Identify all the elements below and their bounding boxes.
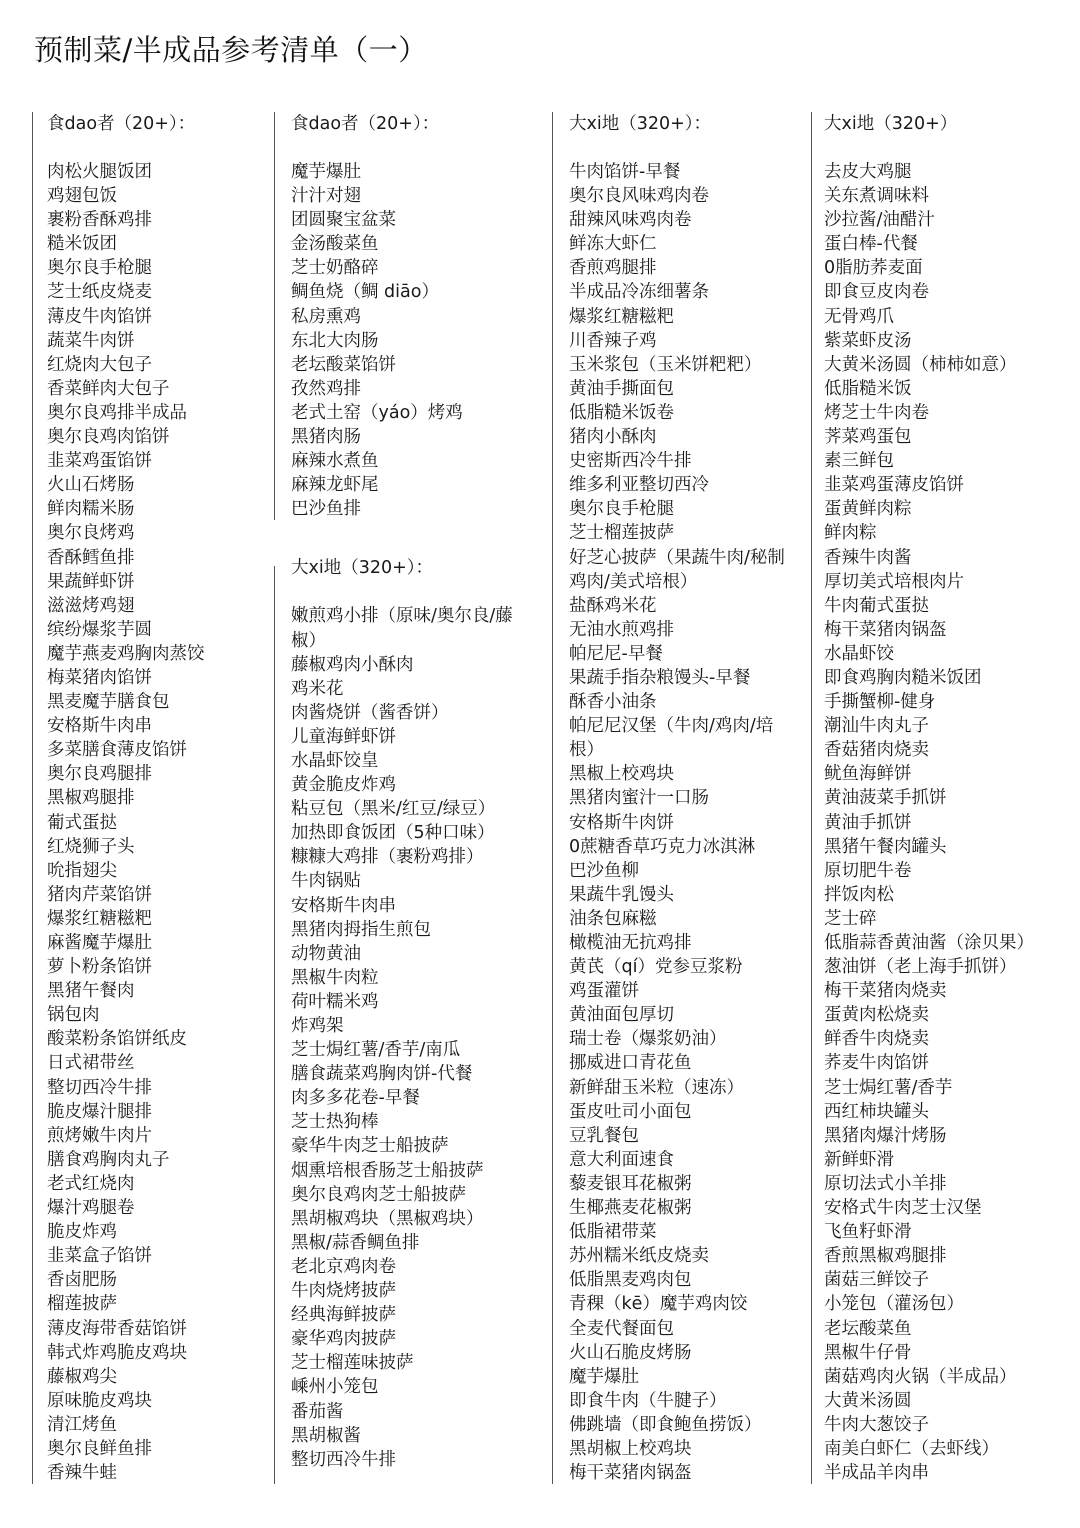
list-item: 水晶虾饺 (824, 643, 894, 664)
section-heading: 大xi地（320+）： (569, 114, 712, 134)
list-item: 盐酥鸡米花 (569, 595, 657, 616)
list-item: 拌饭肉松 (824, 884, 894, 905)
list-item: 芝士焗红薯/香芋/南瓜 (291, 1040, 461, 1061)
list-item: 锅包肉 (47, 1005, 100, 1026)
column-1 (47, 112, 285, 1485)
list-item: 魔芋燕麦鸡胸肉蒸饺 (47, 643, 205, 664)
list-item: 果蔬牛乳馒头 (569, 884, 674, 905)
list-item: 荷叶糯米鸡 (291, 991, 379, 1012)
section-heading: 食dao者（20+）： (291, 114, 440, 134)
list-item: 麻酱魔芋爆肚 (47, 933, 152, 953)
list-item: 韩式炸鸡脆皮鸡块 (47, 1342, 187, 1363)
list-item: 孜然鸡排 (291, 378, 361, 399)
list-item: 素三鲜包 (824, 451, 894, 472)
list-item: 加热即食饭团（5种口味） (291, 823, 495, 844)
list-item: 鲜冻大虾仁 (569, 234, 657, 255)
list-item: 老坛酸菜馅饼 (291, 354, 396, 375)
list-item: 低脂糙米饭卷 (569, 402, 674, 423)
list-item: 大黄米汤圆 (824, 1390, 912, 1411)
list-item: 原味脆皮鸡块 (47, 1390, 152, 1411)
list-item: 东北大肉肠 (291, 330, 379, 351)
list-item: 香菜鲜肉大包子 (47, 378, 170, 399)
list-item: 香煎鸡腿排 (569, 258, 657, 279)
list-item: 原切肥牛卷 (824, 860, 912, 881)
list-item: 藤椒鸡尖 (47, 1366, 117, 1387)
list-item: 榴莲披萨 (47, 1294, 117, 1315)
list-item: 动物黄油 (291, 943, 361, 964)
list-item: 黑椒牛仔骨 (824, 1342, 912, 1363)
list-item: 即食鸡胸肉糙米饭团 (824, 667, 982, 688)
list-item: 豪华牛肉芝士船披萨 (291, 1136, 449, 1157)
list-item: 即食豆皮肉卷 (824, 282, 929, 303)
list-item: 老式土窑（yáo）烤鸡 (291, 402, 463, 423)
list-item: 炸鸡架 (291, 1016, 344, 1036)
list-item: 糠糠大鸡排（裹粉鸡排） (291, 847, 484, 868)
column-4 (824, 112, 1064, 1485)
list-item: 巴沙鱼排 (291, 499, 361, 520)
list-item: 蛋黄鲜肉粽 (824, 499, 912, 520)
list-item: 梅干菜猪肉锅盔 (569, 1463, 692, 1484)
list-item: 芝士榴莲披萨 (569, 523, 674, 544)
item-list (291, 604, 529, 1471)
list-item: 黄芪（qí）党参豆浆粉 (569, 957, 743, 978)
list-item: 嵊州小笼包 (291, 1377, 379, 1398)
list-item: 原切法式小羊排 (824, 1173, 947, 1194)
list-item: 新鲜虾滑 (824, 1149, 894, 1170)
list-item: 香菇猪肉烧卖 (824, 740, 929, 761)
list-item: 黑猪午餐肉罐头 (824, 836, 947, 857)
list-item: 菌菇鸡肉火锅（半成品） (824, 1366, 1017, 1387)
list-item: 奥尔良手枪腿 (47, 258, 152, 279)
list-item: 芝士奶酪碎 (291, 258, 379, 279)
list-item: 佛跳墙（即食鲍鱼捞饭） (569, 1414, 762, 1435)
list-item: 0脂肪荞麦面 (824, 258, 923, 279)
list-item: 鲜肉糯米肠 (47, 499, 135, 520)
list-item: 裹粉香酥鸡排 (47, 210, 152, 231)
list-item: 芝士榴莲味披萨 (291, 1353, 414, 1374)
list-item: 奥尔良鸡腿排 (47, 764, 152, 785)
list-item: 生椰燕麦花椒粥 (569, 1198, 692, 1219)
list-item: 葱油饼（老上海手抓饼） (824, 957, 1017, 978)
list-item: 私房熏鸡 (291, 306, 361, 327)
list-item: 黄金脆皮炸鸡 (291, 775, 396, 796)
list-item: 飞鱼籽虾滑 (824, 1222, 912, 1243)
column-3 (569, 112, 807, 1485)
list-item: 奥尔良鸡肉芝士船披萨 (291, 1184, 466, 1205)
list-item: 果蔬手指杂粮馒头-早餐 (569, 667, 751, 688)
column-divider-4 (811, 112, 812, 1484)
list-item: 爆浆红糖糍粑 (47, 908, 152, 929)
list-item: 红烧狮子头 (47, 836, 135, 857)
list-item: 奥尔良烤鸡 (47, 523, 135, 544)
list-item: 玉米浆包（玉米饼粑粑） (569, 354, 762, 375)
list-item: 老式红烧肉 (47, 1173, 135, 1194)
list-item: 鸡蛋灌饼 (569, 981, 639, 1002)
list-item: 烤芝士牛肉卷 (824, 402, 929, 423)
list-item: 0蔗糖香草巧克力冰淇淋 (569, 836, 756, 857)
list-item: 去皮大鸡腿 (824, 162, 912, 182)
list-item: 香酥鳕鱼排 (47, 547, 135, 568)
list-item: 经典海鲜披萨 (291, 1305, 396, 1326)
list-item: 半成品羊肉串 (824, 1463, 929, 1484)
list-item: 菌菇三鲜饺子 (824, 1270, 929, 1291)
list-item: 黑胡椒上校鸡块 (569, 1438, 692, 1459)
list-item: 肉酱烧饼（酱香饼） (291, 702, 449, 723)
list-item: 韭菜鸡蛋薄皮馅饼 (824, 475, 964, 496)
list-item: 牛肉锅贴 (291, 871, 361, 892)
item-list (291, 160, 529, 521)
list-item: 鲜香牛肉烧卖 (824, 1029, 929, 1050)
list-item: 黑椒上校鸡块 (569, 764, 674, 785)
list-item: 豆乳餐包 (569, 1125, 639, 1146)
list-item: 香卤肥肠 (47, 1270, 117, 1291)
item-list (569, 160, 807, 1485)
list-item: 葡式蛋挞 (47, 812, 117, 833)
list-item: 滋滋烤鸡翅 (47, 595, 135, 616)
list-item: 火山石烤肠 (47, 475, 135, 496)
list-item: 芝士热狗棒 (291, 1112, 379, 1133)
list-item: 沙拉酱/油醋汁 (824, 210, 935, 231)
list-item: 油条包麻糍 (569, 908, 657, 929)
list-item: 牛肉大葱饺子 (824, 1414, 929, 1435)
list-item: 苏州糯米纸皮烧卖 (569, 1246, 709, 1267)
list-item: 关东煮调味料 (824, 186, 929, 207)
list-item: 黑猪午餐肉 (47, 981, 135, 1002)
list-item: 儿童海鲜虾饼 (291, 726, 396, 747)
list-item: 团圆聚宝盆菜 (291, 210, 396, 231)
list-item: 脆皮爆汁腿排 (47, 1101, 152, 1122)
list-item: 梅干菜猪肉烧卖 (824, 981, 947, 1002)
list-item: 缤纷爆浆芋圆 (47, 619, 152, 640)
list-item: 梅菜猪肉馅饼 (47, 667, 152, 688)
section-heading: 大xi地（320+） (824, 114, 958, 134)
list-item: 黑麦魔芋膳食包 (47, 692, 170, 713)
list-item: 奥尔良鸡肉馅饼 (47, 427, 170, 448)
section-heading: 大xi地（320+）： (291, 558, 434, 579)
list-item: 爆汁鸡腿卷 (47, 1198, 135, 1219)
list-item: 黑猪肉蜜汁一口肠 (569, 788, 709, 809)
list-item: 吮指翅尖 (47, 860, 117, 881)
list-item: 魔芋爆肚 (569, 1366, 639, 1387)
list-item: 爆浆红糖糍粑 (569, 306, 674, 327)
list-item: 酥香小油条 (569, 692, 657, 713)
list-item: 金汤酸菜鱼 (291, 234, 379, 255)
list-item: 黑猪肉拇指生煎包 (291, 919, 431, 940)
list-item: 挪威进口青花鱼 (569, 1053, 692, 1074)
list-item: 整切西冷牛排 (291, 1449, 396, 1470)
list-item: 膳食鸡胸肉丸子 (47, 1149, 170, 1170)
list-item: 鱿鱼海鲜饼 (824, 764, 912, 785)
list-item: 猪肉芹菜馅饼 (47, 884, 152, 905)
list-item: 好芝心披萨（果蔬牛肉/秘制鸡肉/美式培根） (569, 547, 785, 592)
list-item: 蛋黄肉松烧卖 (824, 1005, 929, 1026)
list-item: 史密斯西冷牛排 (569, 451, 692, 472)
list-item: 猪肉小酥肉 (569, 427, 657, 448)
column-divider-1 (32, 112, 33, 1484)
list-item: 红烧肉大包子 (47, 354, 152, 375)
list-item: 荠菜鸡蛋包 (824, 427, 912, 448)
list-item: 肉多多花卷-早餐 (291, 1088, 420, 1109)
list-item: 紫菜虾皮汤 (824, 330, 912, 351)
list-item: 肉松火腿饭团 (47, 162, 152, 182)
list-item: 黄油手抓饼 (824, 812, 912, 833)
list-item: 手撕蟹柳-健身 (824, 692, 936, 713)
list-item: 汁汁对翅 (291, 186, 361, 207)
list-item: 薄皮海带香菇馅饼 (47, 1318, 187, 1339)
list-item: 黄油面包厚切 (569, 1005, 674, 1026)
list-item: 牛肉馅饼-早餐 (569, 162, 681, 182)
list-item: 芝士碎 (824, 908, 877, 929)
list-item: 黑椒牛肉粒 (291, 967, 379, 988)
list-item: 低脂黑麦鸡肉包 (569, 1270, 692, 1291)
list-item: 鸡米花 (291, 678, 344, 699)
list-item: 蔬菜牛肉饼 (47, 330, 135, 351)
list-item: 麻辣龙虾尾 (291, 475, 379, 496)
list-item: 南美白虾仁（去虾线） (824, 1438, 999, 1459)
page-title: 预制菜/半成品参考清单（一） (34, 33, 428, 67)
list-item: 整切西冷牛排 (47, 1077, 152, 1098)
list-item: 帕尼尼汉堡（牛肉/鸡肉/培根） (569, 716, 774, 761)
list-item: 黑椒鸡腿排 (47, 788, 135, 809)
list-item: 巴沙鱼柳 (569, 860, 639, 881)
list-item: 芝士纸皮烧麦 (47, 282, 152, 303)
list-item: 果蔬鲜虾饼 (47, 571, 135, 592)
column-divider-3 (552, 112, 553, 1484)
list-item: 魔芋爆肚 (291, 162, 361, 182)
list-item: 奥尔良手枪腿 (569, 499, 674, 520)
list-item: 厚切美式培根肉片 (824, 571, 964, 592)
item-list (47, 160, 285, 1485)
list-item: 日式裙带丝 (47, 1053, 135, 1074)
list-item: 鲜肉粽 (824, 523, 877, 544)
list-item: 糙米饭团 (47, 234, 117, 255)
list-item: 青稞（kē）魔芋鸡肉饺 (569, 1294, 748, 1315)
list-item: 煎烤嫩牛肉片 (47, 1125, 152, 1146)
list-item: 薄皮牛肉馅饼 (47, 306, 152, 327)
list-item: 瑞士卷（爆浆奶油） (569, 1029, 727, 1050)
list-item: 潮汕牛肉丸子 (824, 716, 929, 737)
list-item: 蛋白棒-代餐 (824, 234, 918, 255)
list-item: 意大利面速食 (569, 1149, 674, 1170)
list-item: 黑胡椒鸡块（黑椒鸡块） (291, 1208, 484, 1229)
list-item: 黑椒/蒜香鲷鱼排 (291, 1232, 420, 1253)
list-item: 蛋皮吐司小面包 (569, 1101, 692, 1122)
list-item: 牛肉烧烤披萨 (291, 1281, 396, 1302)
list-item: 黄油菠菜手抓饼 (824, 788, 947, 809)
list-item: 麻辣水煮鱼 (291, 451, 379, 472)
list-item: 藜麦银耳花椒粥 (569, 1173, 692, 1194)
list-item: 粘豆包（黑米/红豆/绿豆） (291, 799, 496, 820)
list-item: 火山石脆皮烤肠 (569, 1342, 692, 1363)
list-item: 橄榄油无抗鸡排 (569, 933, 692, 953)
list-item: 荞麦牛肉馅饼 (824, 1053, 929, 1074)
list-item: 小笼包（灌汤包） (824, 1294, 964, 1315)
list-item: 老坛酸菜鱼 (824, 1318, 912, 1339)
list-item: 帕尼尼-早餐 (569, 643, 663, 664)
list-item: 低脂裙带菜 (569, 1222, 657, 1243)
list-item: 梅干菜猪肉锅盔 (824, 619, 947, 640)
subsection (291, 556, 529, 1471)
list-item: 嫩煎鸡小排（原味/奥尔良/藤椒） (291, 606, 513, 651)
list-item: 香辣牛肉酱 (824, 547, 912, 568)
list-item: 韭菜盒子馅饼 (47, 1246, 152, 1267)
list-item: 新鲜甜玉米粒（速冻） (569, 1077, 744, 1098)
list-item: 奥尔良鸡排半成品 (47, 402, 187, 423)
list-item: 香煎黑椒鸡腿排 (824, 1246, 947, 1267)
list-item: 全麦代餐面包 (569, 1318, 674, 1339)
list-item: 黄油手撕面包 (569, 378, 674, 399)
list-item: 低脂糙米饭 (824, 378, 912, 399)
list-item: 川香辣子鸡 (569, 330, 657, 351)
section-heading: 食dao者（20+）： (47, 114, 196, 134)
list-item: 萝卜粉条馅饼 (47, 957, 152, 978)
list-item: 甜辣风味鸡肉卷 (569, 210, 692, 231)
list-item: 豪华鸡肉披萨 (291, 1329, 396, 1350)
list-item: 香辣牛蛙 (47, 1463, 117, 1484)
list-item: 膳食蔬菜鸡胸肉饼-代餐 (291, 1064, 473, 1085)
list-item: 烟熏培根香肠芝士船披萨 (291, 1160, 484, 1181)
list-item: 无油水煎鸡排 (569, 619, 674, 640)
list-item: 半成品冷冻细薯条 (569, 282, 709, 303)
list-item: 藤椒鸡肉小酥肉 (291, 654, 414, 675)
list-item: 安格斯牛肉串 (47, 716, 152, 737)
list-item: 鸡翅包饭 (47, 186, 117, 207)
list-item: 低脂蒜香黄油酱（涂贝果） (824, 933, 1034, 953)
column-2 (291, 112, 529, 1472)
list-item: 即食牛肉（牛腱子） (569, 1390, 727, 1411)
list-item: 安格斯牛肉饼 (569, 812, 674, 833)
list-item: 黑胡椒酱 (291, 1425, 361, 1446)
list-item: 大黄米汤圆（柿柿如意） (824, 354, 1017, 375)
list-item: 老北京鸡肉卷 (291, 1256, 396, 1277)
list-item: 奥尔良风味鸡肉卷 (569, 186, 709, 207)
list-item: 牛肉葡式蛋挞 (824, 595, 929, 616)
list-item: 奥尔良鲜鱼排 (47, 1438, 152, 1459)
list-item: 西红柿块罐头 (824, 1101, 929, 1122)
list-item: 芝士焗红薯/香芋 (824, 1077, 953, 1098)
list-item: 黑猪肉肠 (291, 427, 361, 448)
list-item: 脆皮炸鸡 (47, 1222, 117, 1243)
list-item: 鲷鱼烧（鲷 diāo） (291, 282, 439, 303)
item-list (824, 160, 1064, 1485)
list-item: 无骨鸡爪 (824, 306, 894, 327)
list-item: 韭菜鸡蛋馅饼 (47, 451, 152, 472)
list-item: 安格式牛肉芝士汉堡 (824, 1198, 982, 1219)
list-item: 维多利亚整切西冷 (569, 475, 709, 496)
list-item: 清江烤鱼 (47, 1414, 117, 1435)
list-item: 黑猪肉爆汁烤肠 (824, 1125, 947, 1146)
list-item: 酸菜粉条馅饼纸皮 (47, 1029, 187, 1050)
list-item: 安格斯牛肉串 (291, 895, 396, 916)
list-item: 番茄酱 (291, 1401, 344, 1422)
list-item: 水晶虾饺皇 (291, 750, 379, 771)
list-item: 多菜膳食薄皮馅饼 (47, 740, 187, 761)
